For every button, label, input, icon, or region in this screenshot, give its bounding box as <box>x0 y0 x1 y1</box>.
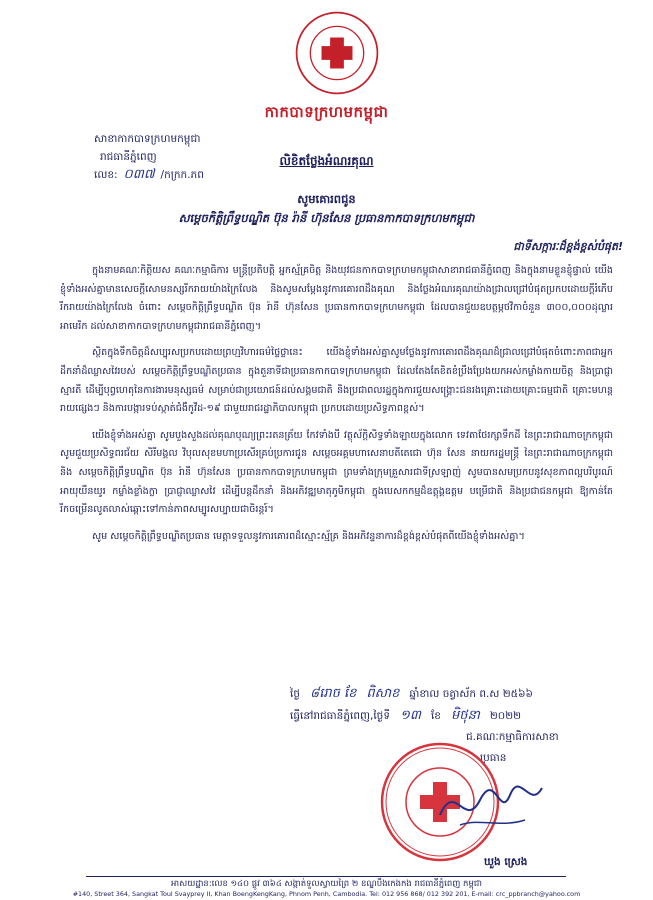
lunar-label: ថ្ងៃ <box>290 688 300 700</box>
handwritten-signature <box>430 770 550 840</box>
salutation: ជាទីសក្ការៈដ៏ខ្ពង់ខ្ពស់បំផុត! <box>513 240 623 253</box>
signer-name: ឃួង ស្រេង <box>484 856 528 868</box>
footer-divider <box>86 876 566 877</box>
to-line: សូមគោរពជូន <box>297 192 356 206</box>
recipient: សម្តេចកិត្តិព្រឹទ្ធបណ្ឌិត ប៊ុន រ៉ានី ហ៊ុនសែន ប្រធានកាកបាទក្រហមកម្ពុជា <box>178 211 475 225</box>
date-block <box>290 683 610 727</box>
paragraph-2: ស្ថិតក្នុងទឹកចិត្តដ៏សប្បុរសប្រកបដោយព្រហ្មវិហារធម៌ថ្លៃថ្លានេះ យើងខ្ញុំទាំងអស់គ្នាសូមថ្លែងនូវការគោរពដឹងគុណដ៏ជ្រាលជ្រៅបំផុតចំពោះភាពជាអ្នកដឹកនាំដ៏ឈ្លាសវៃរបស់ សម្តេចកិត្តិព្រឹទ្ធបណ្ឌិតប្រធាន ក្នុងតួនាទីជាប្រធានកាកបាទក្រហមកម្ពុជា ដែលតែងតែខិតខំប្រឹងប្រែងយកអស់កម្លាំងកាយចិត្ត និងប្រាជ្ញាស្មារតី ដើម្បីបុព្វហេតុនៃការងារមនុស្សធម៌ សម្រាប់ជាប្រយោជន៍ដល់សង្គមជាតិ និងប្រជាពលរដ្ឋក្នុងការជួយសង្គ្រោះជនរងគ្រោះដោយគ្រោះធម្មជាតិ គ្រោះមហន្តរាយផ្សេងៗ និងការបង្ការទប់ស្កាត់ជំងឺកូវីដ-១៩ ជាមួយរាជរដ្ឋាភិបាលកម្ពុជា ប្រកបដោយប្រសិទ្ធភាពខ្ពស់។ <box>60 347 613 415</box>
letter-title: លិខិតថ្លែងអំណរគុណ <box>279 154 374 168</box>
number-suffix: /កក្រក.ភព <box>160 169 204 181</box>
signature-org: ជ.គណៈកម្មាធិការសាខា <box>466 731 559 743</box>
number-value: ០៣៧ <box>123 167 155 182</box>
footer-address-km: អាសយដ្ឋាន:លេខ ១៤០ ផ្លូវ ៣៦៤ សង្កាត់ទួលស្វាយព្រៃ ២ ខណ្ឌបឹងកេងកង រាជធានីភ្នំពេញ កម្ពុជា <box>171 879 482 889</box>
solar-date <box>290 705 610 727</box>
number-label: លេខ: <box>94 169 118 181</box>
paragraph-4: សូម សម្តេចកិត្តិព្រឹទ្ធបណ្ឌិតប្រធាន មេត្តាទទួលនូវការគោរពដ៏ស្មោះស្ម័គ្រ និងអភិវន្ទនាការដ៏ខ្ពង់ខ្ពស់បំផុតពីយើងខ្ញុំទាំងអស់គ្នា។ <box>92 530 525 542</box>
lunar-month: ពិសាខ <box>366 686 400 701</box>
solar-day: ១៣ <box>399 708 421 723</box>
solar-year: ២០២២ <box>489 710 522 722</box>
organization-title: កាកបាទក្រហមកម្ពុជា <box>264 103 389 121</box>
red-cross-logo <box>294 10 380 96</box>
lunar-date <box>290 683 610 705</box>
letter-body <box>60 262 613 554</box>
signature-title: ប្រធាន <box>480 752 507 764</box>
branch-name: សាខាកាកបាទក្រហមកម្ពុជា <box>94 133 201 145</box>
solar-month-label: ខែ <box>430 710 441 722</box>
paragraph-1: ក្នុងនាមគណៈកិត្តិយស គណៈកម្មាធិការ មន្រ្តីប្រតិបត្តិ អ្នកស្ម័គ្រចិត្ត និងយុវជនកាកបាទក្រហមកម្ពុជាសាខារាជធានីភ្នំពេញ និងក្នុងនាមខ្លួនខ្ញុំផ្ទាល់ យើងខ្ញុំទាំងអស់គ្នាមានសេចក្តីសោមនស្សរីករាយយ៉ាងក្រៃលែង និងសូមសម្តែងនូវការគោរពដឹងគុណ និងថ្លែងអំណរគុណយ៉ាងជ្រាលជ្រៅបំផុតប្រកបដោយក្តីរំភើបរីករាយយ៉ាងក្រៃលែង ចំពោះ សម្តេចកិត្តិព្រឹទ្ធបណ្ឌិត ប៊ុន រ៉ានី ហ៊ុនសែន ប្រធានកាកបាទក្រហមកម្ពុជា ដែលបានជួយឧបត្ថម្ភថវិកាចំនួន ៣០០,០០០ដុល្លារអាមេរិក ដល់សាខាកាកបាទក្រហមកម្ពុជារាជធានីភ្នំពេញ។ <box>60 265 613 332</box>
city-name: រាជធានីភ្នំពេញ <box>100 151 157 163</box>
solar-prefix: ធ្វើនៅរាជធានីភ្នំពេញ,ថ្ងៃទី <box>290 710 390 722</box>
footer-address-en: #140, Street 364, Sangkat Toul Svayprey II, Khan BoengKengKang, Phnom Penh, Cambodia. Tel: 012 956 868/ 012 392 201, E-mail: crc_ppbranch@yahoo.com <box>72 890 581 898</box>
lunar-day: ៨រោច ខែ <box>310 686 357 701</box>
solar-month: មិថុនា <box>450 708 480 723</box>
lunar-year: ឆ្នាំខាល ចត្វាស័ក ព.ស ២៥៦៦ <box>409 688 533 700</box>
paragraph-3: យើងខ្ញុំទាំងអស់គ្នា សូមបួងសួងដល់គុណបុណ្យព្រះរតនត្រ័យ កែវទាំងបី វត្ថុស័ក្តិសិទ្ធទាំងឡាយក្នុងលោក ទេវតាថែរក្សាទឹកដី នៃព្រះរាជាណាចក្រកម្ពុជា សូមជួយប្រសិទ្ធពរជ័យ សិរីមង្គល វិបុលសុខមហាប្រសើរគ្រប់ប្រការជូន សម្តេចអគ្គមហាសេនាបតីតេជោ ហ៊ុន សែន នាយករដ្ឋមន្រ្តី នៃព្រះរាជាណាចក្រកម្ពុជា និង សម្តេចកិត្តិព្រឹទ្ធបណ្ឌិត ប៊ុន រ៉ានី ហ៊ុនសែន ប្រធានកាកបាទក្រហមកម្ពុជា ព្រមទាំងក្រុមគ្រួសារជាទីស្រឡាញ់ សូមបានសមប្រកបនូវសុខភាពល្អបរិបូរណ៍ អាយុយឺនយូរ កម្លាំងខ្លាំងក្លា ប្រាជ្ញាឈ្លាសវៃ ដើម្បីបន្តដឹកនាំ និងអភិវឌ្ឍមាតុភូមិកម្ពុជា ក្នុងបេសកកម្មដ៏ឧត្តុង្គឧត្តម បម្រើជាតិ និងប្រជាជនកម្ពុជា ឱ្យកាន់តែរីកចម្រើនលូតលាស់ឆ្ពោះទៅកាន់ភាពសម្បូរសប្បាយជាចិរន្តរ៍។ <box>60 429 613 516</box>
